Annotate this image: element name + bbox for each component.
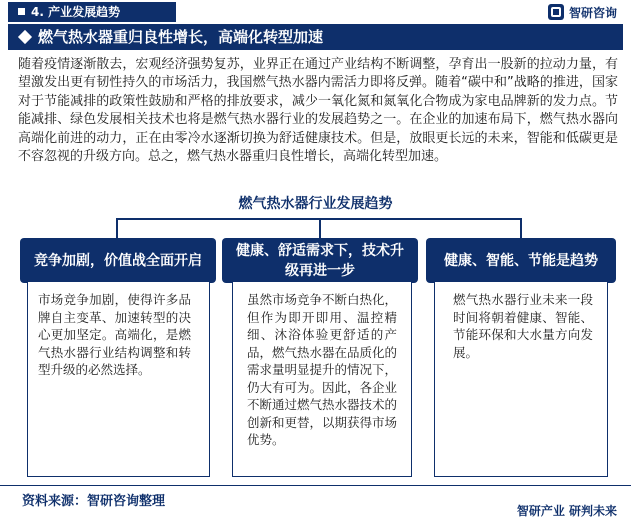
trend-card-heading-2 [222, 238, 418, 283]
card-heading-text: 健康、智能、节能是趋势 [444, 252, 598, 269]
top-bar [0, 0, 631, 24]
page-title: 燃气热水器重归良性增长，高端化转型加速 [38, 28, 324, 46]
footer-divider [0, 485, 631, 486]
trend-card-body-1: 市场竞争加剧，使得许多品牌自主变革、加速转型的决心更加坚定。高端化，是燃气热水器行业结构调整和转型升级的必然选择。 [27, 281, 210, 477]
intro-paragraph: 随着疫情逐渐散去，宏观经济强势复苏，业界正在通过产业结构不断调整，孕育出一股新的拉动力量，有望激发出更有韧性持久的市场活力，我国燃气热水器内需活力即将反弹。随着“碳中和”战略的推进，国家对于节能减排的政策性鼓励和严格的排放要求，减少一氧化氮和氮氧化合物成为家电品牌新的发力点。节能减排、绿色发展相关技术也将是燃气热水器行业的发展趋势之一。在企业的加速布局下，燃气热水器向高端化前进的动力，正在由零冷水逐渐切换为舒适健康技术。但是，放眼更长远的未来，智能和低碳更是不容忽视的升级方向。总之，燃气热水器重归良性增长，高端化转型加速。 [18, 57, 618, 165]
logo-text: 智研咨询 [568, 5, 617, 20]
diamond-icon [18, 30, 32, 44]
connector-drop-1 [116, 218, 118, 238]
section-tag [8, 2, 176, 22]
trend-card-heading-1 [20, 238, 216, 283]
footer-brand: 智研产业 研判未来 [516, 504, 617, 518]
zhiyan-logo-icon [548, 4, 564, 20]
square-icon [18, 8, 25, 15]
connector-drop-2 [319, 218, 321, 238]
trend-card-body-3: 燃气热水器行业未来一段时间将朝着健康、智能、节能环保和大水量方向发展。 [434, 281, 608, 477]
card-heading-text: 健康、舒适需求下，技术升级再进一步 [236, 242, 404, 279]
card-heading-text: 竞争加剧，价值战全面开启 [34, 252, 202, 269]
section-label: 4. 产业发展趋势 [31, 5, 121, 19]
source-note: 资料来源：智研咨询整理 [22, 494, 166, 509]
trend-card-body-2: 虽然市场竞争不断白热化，但作为即开即用、温控精细、沐浴体验更舒适的产品，燃气热水器在品质化的需求量明显提升的情况下，仍大有可为。因此，各企业不断通过燃气热水器技术的创新和更替，以期获得市场优势。 [232, 281, 412, 477]
trend-card-heading-3 [426, 238, 616, 283]
logo [548, 3, 617, 21]
trend-title: 燃气热水器行业发展趋势 [238, 196, 393, 212]
connector-drop-3 [520, 218, 522, 238]
page-title-bar [8, 24, 623, 50]
